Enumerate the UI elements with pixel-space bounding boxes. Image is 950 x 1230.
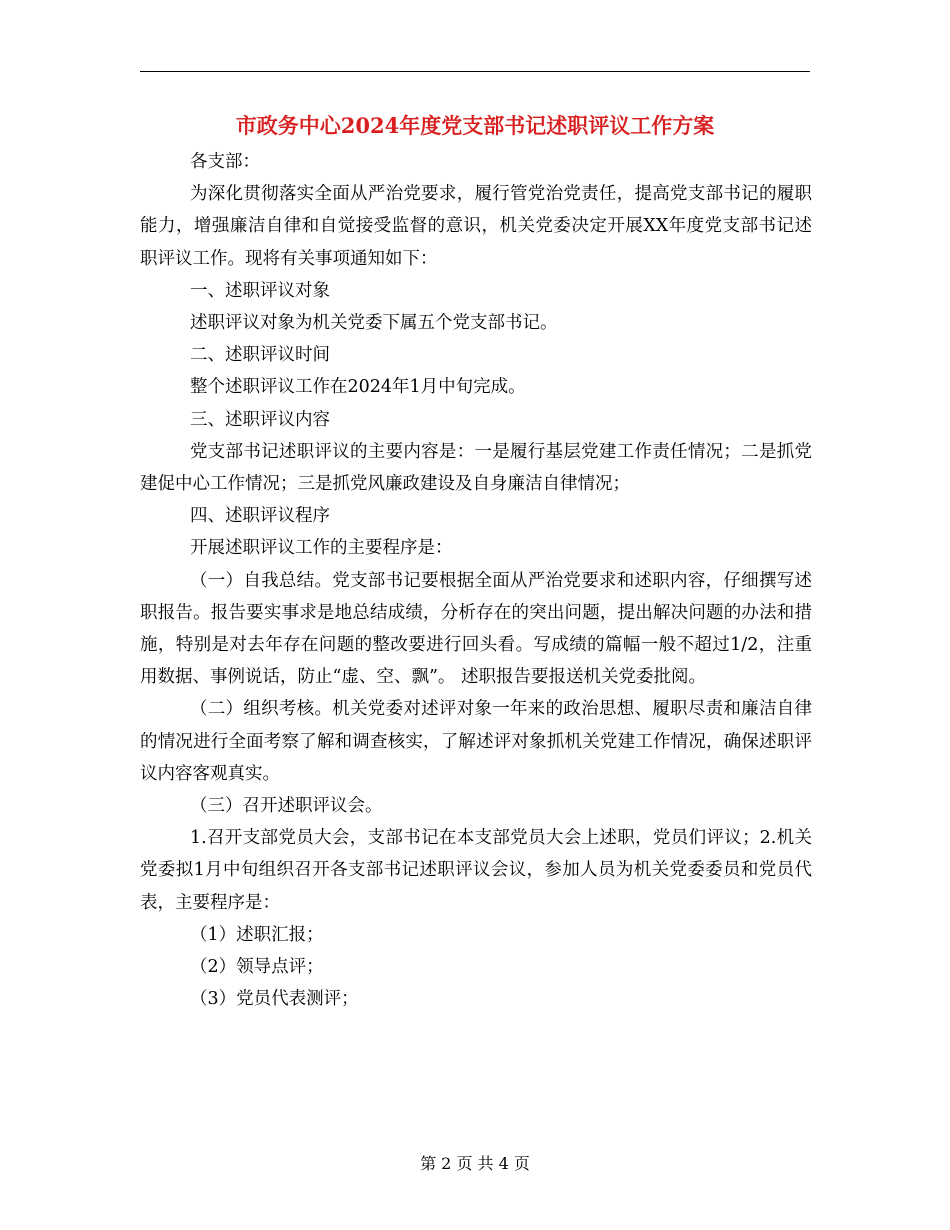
list-item: （2）领导点评；	[190, 957, 324, 978]
body-paragraph: （三）召开述职评议会。	[190, 796, 383, 817]
list-item: （3）党员代表测评；	[190, 989, 359, 1010]
header-rule	[140, 71, 810, 72]
section-heading-4: 四、述职评议程序	[190, 506, 330, 527]
document-body	[140, 146, 812, 1015]
body-paragraph: 整个述职评议工作在2024年1月中旬完成。	[190, 377, 526, 398]
body-paragraph: 1.召开支部党员大会，支部书记在本支部党员大会上述职，党员们评议；2.机关党委拟1月中旬组织召开各支部书记述职评议会议，参加人员为机关党委委员和党员代表，主要程序是：	[140, 828, 812, 913]
list-item: （1）述职汇报；	[190, 924, 324, 945]
section-heading-1: 一、述职评议对象	[190, 280, 330, 301]
body-paragraph: （一）自我总结。党支部书记要根据全面从严治党要求和述职内容，仔细撰写述职报告。报告要实事求是地总结成绩，分析存在的突出问题，提出解决问题的办法和措施，特别是对去年存在问题的整改要进行回头看。写成绩的篇幅一般不超过1/2，注重用数据、事例说话，防止“虚、空、飘”。 述职报告要报送机关党委批阅。	[140, 570, 812, 688]
body-paragraph: （二）组织考核。机关党委对述评对象一年来的政治思想、履职尽责和廉洁自律的情况进行全面考察了解和调查核实，了解述评对象抓机关党建工作情况，确保述职评议内容客观真实。	[140, 699, 812, 784]
page-number: 第 2 页 共 4 页	[420, 1154, 530, 1173]
salutation: 各支部：	[190, 152, 260, 172]
document-title: 市政务中心2024年度党支部书记述职评议工作方案	[235, 113, 715, 138]
intro-paragraph: 为深化贯彻落实全面从严治党要求，履行管党治党责任，提高党支部书记的履职能力，增强廉洁自律和自觉接受监督的意识，机关党委决定开展XX年度党支部书记述职评议工作。现将有关事项通知如下：	[140, 184, 812, 269]
body-paragraph: 述职评议对象为机关党委下属五个党支部书记。	[190, 313, 558, 334]
section-heading-2: 二、述职评议时间	[190, 345, 330, 366]
body-paragraph: 党支部书记述职评议的主要内容是：一是履行基层党建工作责任情况；二是抓党建促中心工作情况；三是抓党风廉政建设及自身廉洁自律情况；	[140, 441, 812, 495]
section-heading-3: 三、述职评议内容	[190, 409, 330, 430]
body-paragraph: 开展述职评议工作的主要程序是：	[190, 538, 453, 559]
